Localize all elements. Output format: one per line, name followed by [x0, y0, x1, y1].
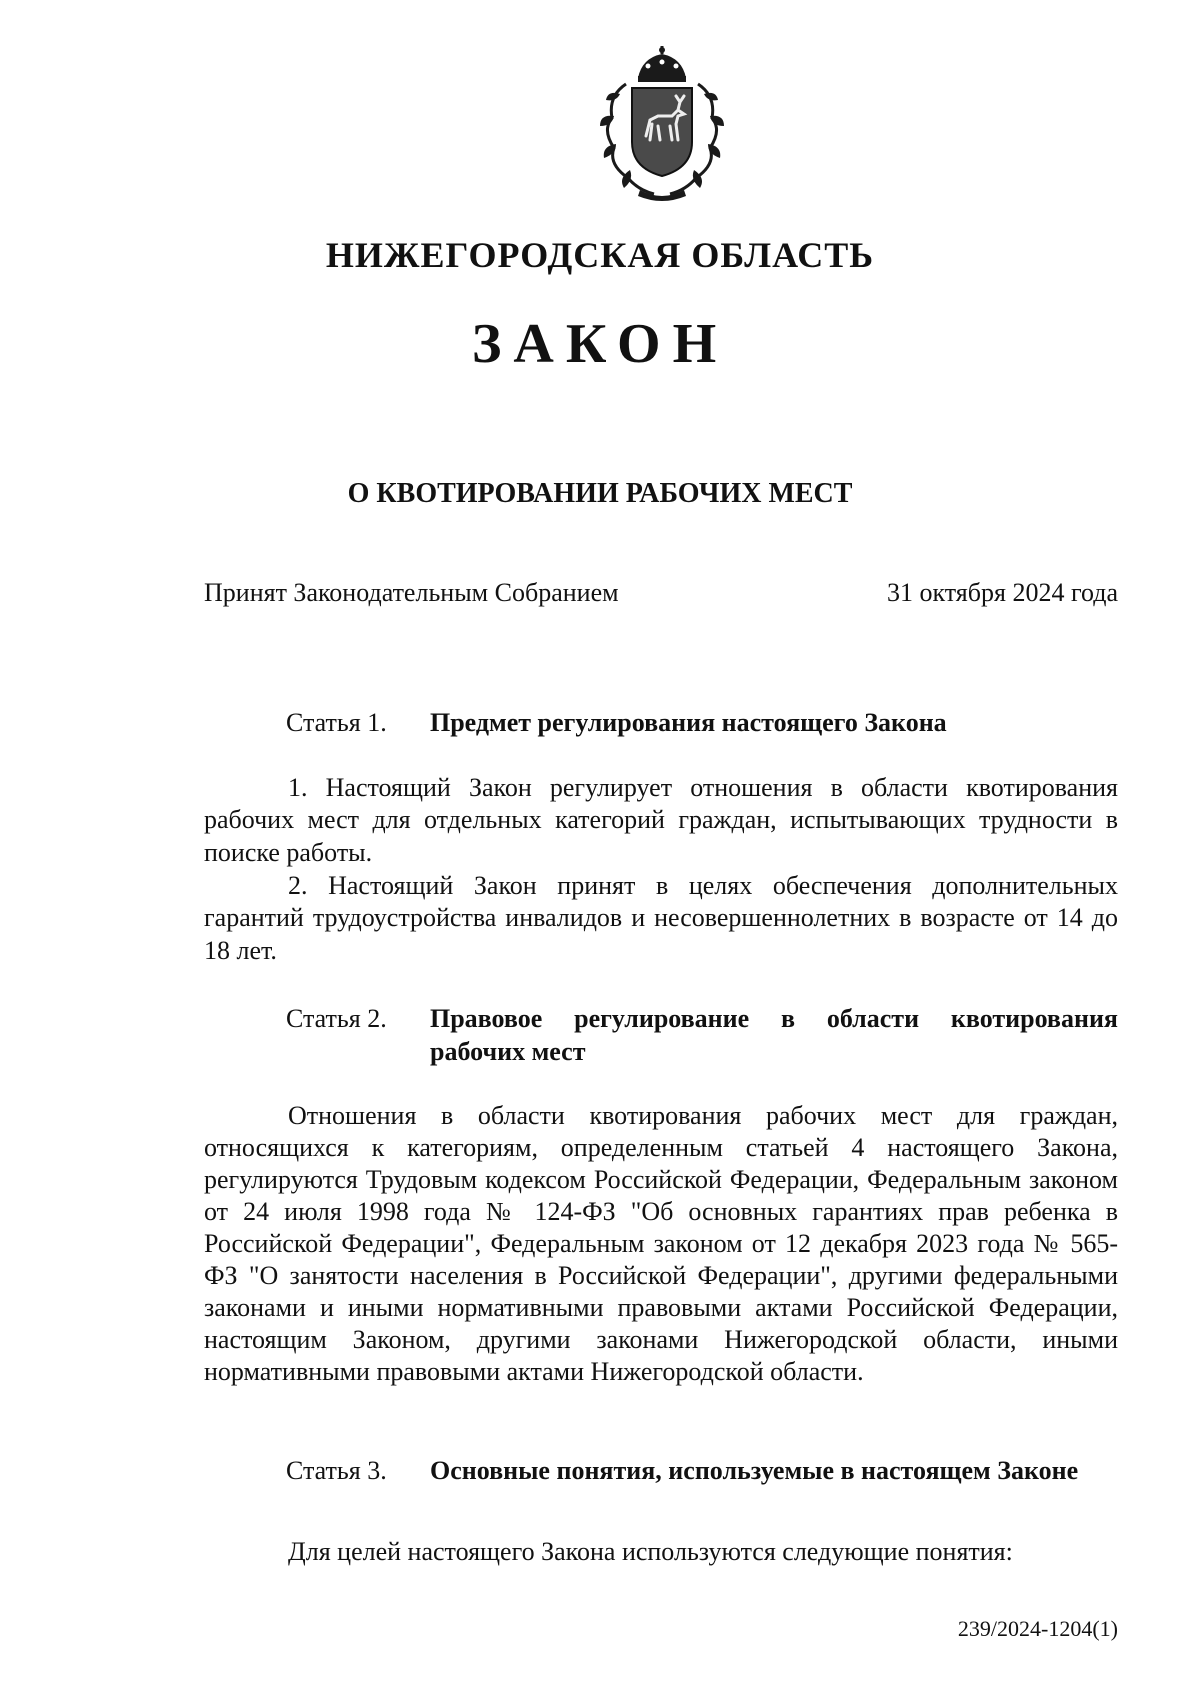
- article-3-heading: [204, 1454, 1118, 1487]
- coat-of-arms-emblem: [594, 44, 730, 204]
- adoption-line: [204, 578, 1118, 608]
- document-registration-number: 239/2024-1204(1): [957, 1616, 1118, 1641]
- article-number: Статья 1.: [286, 708, 387, 737]
- article-title: Основные понятия, используемые в настоящем Законе: [430, 1456, 1079, 1485]
- article-2-paragraph-1: Отношения в области квотирования рабочих мест для граждан, относящихся к категориям, определенным статьей 4 настоящего Закона, регулируются Трудовым кодексом Российской Федерации, Федеральным законом от 24 июля 1998 года № 124-ФЗ "Об основных гарантиях прав ребенка в Российской Федерации", Федеральным законом от 12 декабря 2023 года № 565-ФЗ "О занятости населения в Российской Федерации", другими федеральными законами и иными нормативными правовыми актами Российской Федерации, настоящим Законом, другими законами Нижегородской области, иными нормативными правовыми актами Нижегородской области.: [204, 1101, 1118, 1386]
- article-1-heading: [204, 706, 1118, 739]
- article-number: Статья 3.: [286, 1456, 387, 1485]
- article-3-paragraph-1: Для целей настоящего Закона используются следующие понятия:: [288, 1537, 1013, 1566]
- adoption-date: 31 октября 2024 года: [887, 578, 1118, 607]
- adopted-by: Принят Законодательным Собранием: [204, 578, 619, 607]
- article-title: Предмет регулирования настоящего Закона: [430, 708, 947, 737]
- article-number: Статья 2.: [286, 1004, 387, 1033]
- document-type: ЗАКОН: [471, 313, 729, 375]
- article-title: Правовое регулирование в области квотирования рабочих мест: [430, 1004, 1118, 1066]
- article-1-paragraph-2: 2. Настоящий Закон принят в целях обеспечения дополнительных гарантий трудоустройства инвалидов и несовершеннолетних в возрасте от 14 до 18 лет.: [204, 871, 1118, 965]
- article-1-paragraph-1: 1. Настоящий Закон регулирует отношения в области квотирования рабочих мест для отдельных категорий граждан, испытывающих трудности в поиске работы.: [204, 773, 1118, 867]
- region-title: НИЖЕГОРОДСКАЯ ОБЛАСТЬ: [325, 235, 875, 275]
- law-title: О КВОТИРОВАНИИ РАБОЧИХ МЕСТ: [347, 478, 853, 509]
- article-2-heading: [204, 1002, 1118, 1068]
